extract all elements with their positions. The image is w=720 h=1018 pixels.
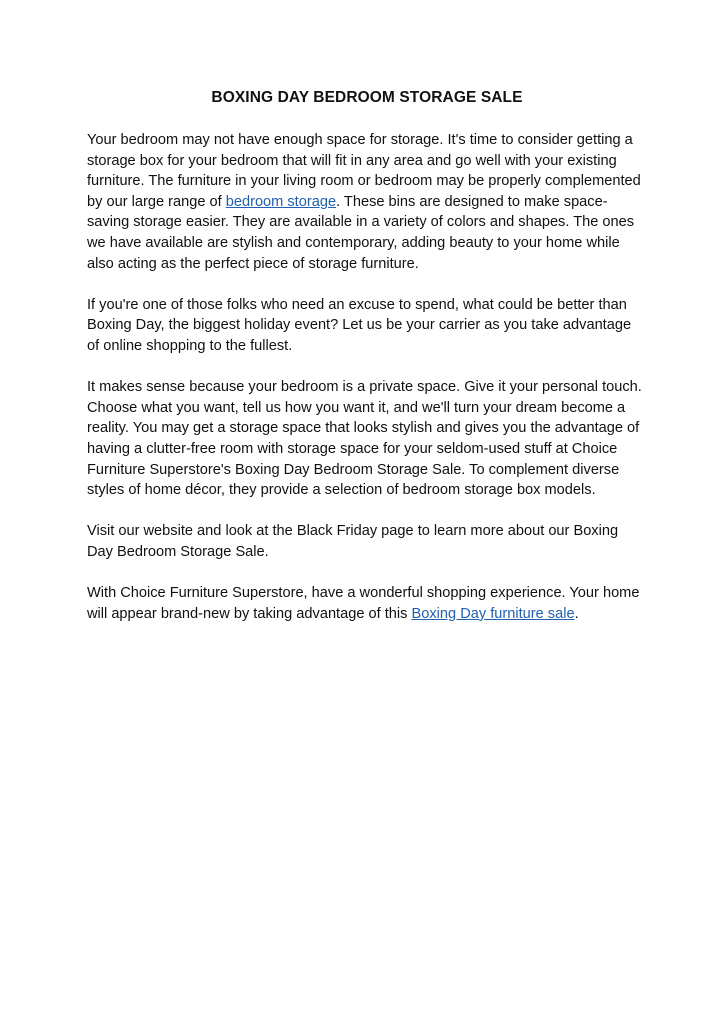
document-title: BOXING DAY BEDROOM STORAGE SALE (211, 89, 523, 106)
paragraph-2: If you're one of those folks who need an excuse to spend, what could be better than Boxing Day, the biggest holiday event? Let us be your carrier as you take advantage of online shopping to the fullest. (87, 296, 632, 354)
paragraph-4: Visit our website and look at the Black Friday page to learn more about our Boxing Day Bedroom Storage Sale. (87, 523, 619, 560)
paragraph-1-text-before-link: Your bedroom may not have enough space for storage. It's time to consider getting a storage box for your bedroom that will fit in any area and go well with your existing furniture. The furniture in your living room or bedroom may be properly complemented by our large range of (87, 132, 641, 210)
bedroom-storage-link[interactable]: bedroom storage (225, 193, 337, 210)
boxing-day-furniture-sale-link[interactable]: Boxing Day furniture sale (411, 605, 575, 622)
paragraph-5 (87, 583, 647, 624)
paragraph-1-text-after-link: . These bins are designed to make space-saving storage easier. They are available in a variety of colors and shapes. The ones we have available are stylish and contemporary, adding beauty to your home while also acting as the perfect piece of storage furniture. (87, 193, 635, 272)
paragraph-5-text-after-link: . (574, 605, 579, 622)
paragraph-1 (87, 130, 647, 274)
document-body (87, 88, 647, 645)
paragraph-5-text-before-link: With Choice Furniture Superstore, have a wonderful shopping experience. Your home will appear brand-new by taking advantage of this (87, 585, 640, 622)
paragraph-3: It makes sense because your bedroom is a private space. Give it your personal touch. Choose what you want, tell us how you want it, and we'll turn your dream become a reality. You may get a storage space that looks stylish and gives you the advantage of having a clutter-free room with storage space for your seldom-used stuff at Choice Furniture Superstore's Boxing Day Bedroom Storage Sale. To complement diverse styles of home décor, they provide a selection of bedroom storage box models. (87, 379, 642, 499)
